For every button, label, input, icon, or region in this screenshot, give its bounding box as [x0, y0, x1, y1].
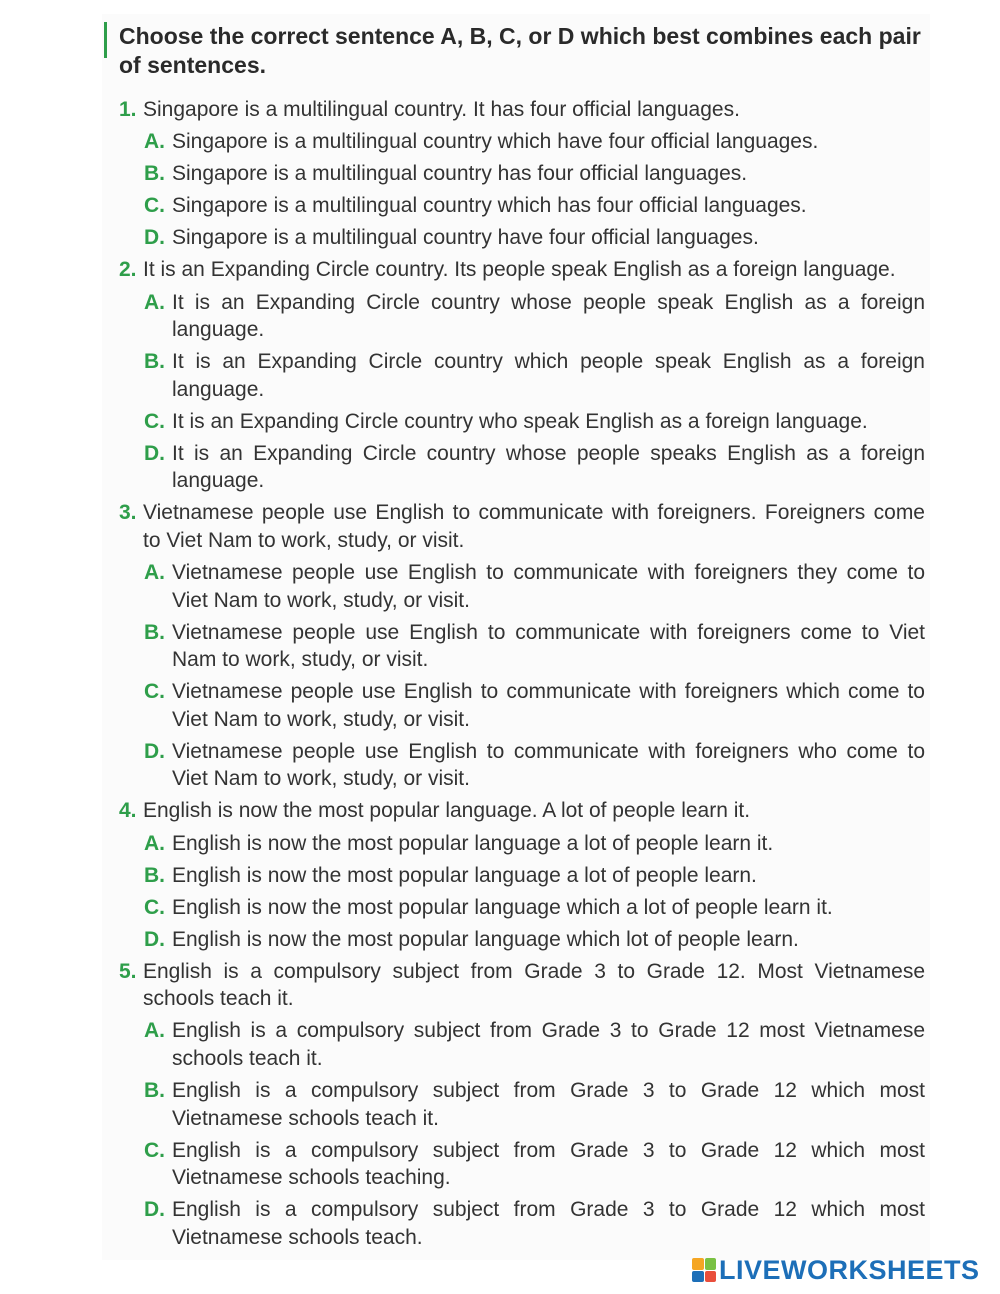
option-a[interactable]: [144, 289, 925, 344]
option-text: English is a compulsory subject from Grade 3 to Grade 12 which most Vietnamese schools teach.: [172, 1198, 925, 1249]
option-letter: B.: [144, 1079, 165, 1103]
option-b[interactable]: [144, 862, 925, 890]
option-letter: A.: [144, 1019, 165, 1043]
option-text: Singapore is a multilingual country have four official languages.: [172, 226, 759, 250]
option-b[interactable]: [144, 160, 925, 188]
option-b[interactable]: [144, 348, 925, 403]
option-letter: A.: [144, 290, 165, 314]
question-number: 5.: [119, 959, 137, 983]
option-a[interactable]: [144, 128, 925, 156]
option-text: English is now the most popular language which lot of people learn.: [172, 927, 799, 951]
option-letter: A.: [144, 130, 165, 154]
accent-bar: [104, 22, 107, 58]
question-1: [119, 96, 925, 252]
option-text: Singapore is a multilingual country has four official languages.: [172, 162, 748, 186]
option-letter: A.: [144, 561, 165, 585]
option-letter: D.: [144, 927, 165, 951]
option-text: Vietnamese people use English to communicate with foreigners which come to Viet Nam to work, study, or visit.: [172, 680, 925, 731]
option-text: English is a compulsory subject from Grade 3 to Grade 12 most Vietnamese schools teach it.: [172, 1019, 925, 1070]
liveworksheets-logo: [692, 1254, 980, 1286]
option-text: English is a compulsory subject from Grade 3 to Grade 12 which most Vietnamese schools teach it.: [172, 1079, 925, 1130]
option-letter: C.: [144, 409, 165, 433]
option-text: English is a compulsory subject from Grade 3 to Grade 12 which most Vietnamese schools teaching.: [172, 1138, 925, 1190]
option-text: Vietnamese people use English to communicate with foreigners who come to Viet Nam to work, study, or visit.: [172, 739, 925, 791]
option-d[interactable]: [144, 738, 925, 793]
option-letter: D.: [144, 739, 165, 763]
option-letter: D.: [144, 1198, 165, 1222]
question-number: 4.: [119, 799, 137, 823]
question-3: [119, 499, 925, 792]
option-letter: B.: [144, 350, 165, 374]
option-letter: B.: [144, 162, 165, 186]
option-letter: C.: [144, 1138, 165, 1162]
option-letter: B.: [144, 620, 165, 644]
question-5: [119, 958, 925, 1251]
option-c[interactable]: [144, 1137, 925, 1192]
option-text: Vietnamese people use English to communicate with foreigners they come to Viet Nam to work, study, or visit.: [172, 561, 925, 612]
option-text: English is now the most popular language which a lot of people learn it.: [172, 895, 833, 919]
option-text: It is an Expanding Circle country whose people speak English as a foreign language.: [172, 290, 925, 342]
option-c[interactable]: [144, 894, 925, 922]
logo-text: LIVEWORKSHEETS: [719, 1254, 980, 1285]
question-4: [119, 797, 925, 953]
question-list: [119, 96, 925, 1256]
option-c[interactable]: [144, 678, 925, 733]
question-stem: Vietnamese people use English to communicate with foreigners. Foreigners come to Viet Nam to work, study, or visit.: [143, 501, 925, 552]
option-d[interactable]: [144, 926, 925, 954]
option-text: English is now the most popular language a lot of people learn it.: [172, 831, 774, 855]
liveworksheets-logo-icon: [692, 1258, 716, 1282]
question-number: 2.: [119, 258, 137, 282]
option-a[interactable]: [144, 830, 925, 858]
option-letter: C.: [144, 194, 165, 218]
question-stem: Singapore is a multilingual country. It has four official languages.: [143, 98, 740, 121]
option-a[interactable]: [144, 559, 925, 614]
option-letter: B.: [144, 863, 165, 887]
option-text: Singapore is a multilingual country which have four official languages.: [172, 130, 819, 154]
option-letter: C.: [144, 895, 165, 919]
option-text: Vietnamese people use English to communicate with foreigners come to Viet Nam to work, study, or visit.: [172, 620, 925, 672]
option-d[interactable]: [144, 440, 925, 495]
option-text: It is an Expanding Circle country whose people speaks English as a foreign language.: [172, 441, 925, 493]
option-c[interactable]: [144, 408, 925, 436]
option-text: It is an Expanding Circle country which people speak English as a foreign language.: [172, 350, 925, 401]
question-stem: English is now the most popular language. A lot of people learn it.: [143, 799, 751, 823]
question-number: 3.: [119, 501, 137, 525]
option-d[interactable]: [144, 1196, 925, 1251]
option-letter: A.: [144, 831, 165, 855]
option-text: English is now the most popular language a lot of people learn.: [172, 863, 757, 887]
question-number: 1.: [119, 98, 137, 121]
instruction-heading: Choose the correct sentence A, B, C, or D which best combines each pair of sentences.: [119, 23, 921, 78]
option-b[interactable]: [144, 1077, 925, 1132]
option-d[interactable]: [144, 224, 925, 252]
question-2: [119, 256, 925, 494]
option-c[interactable]: [144, 192, 925, 220]
option-letter: D.: [144, 226, 165, 250]
question-stem: English is a compulsory subject from Grade 3 to Grade 12. Most Vietnamese schools teach it.: [143, 959, 925, 1011]
option-letter: C.: [144, 680, 165, 704]
option-text: It is an Expanding Circle country who speak English as a foreign language.: [172, 409, 868, 433]
option-b[interactable]: [144, 619, 925, 674]
question-stem: It is an Expanding Circle country. Its people speak English as a foreign language.: [143, 258, 896, 282]
option-text: Singapore is a multilingual country which has four official languages.: [172, 194, 807, 218]
option-a[interactable]: [144, 1017, 925, 1072]
option-letter: D.: [144, 441, 165, 465]
